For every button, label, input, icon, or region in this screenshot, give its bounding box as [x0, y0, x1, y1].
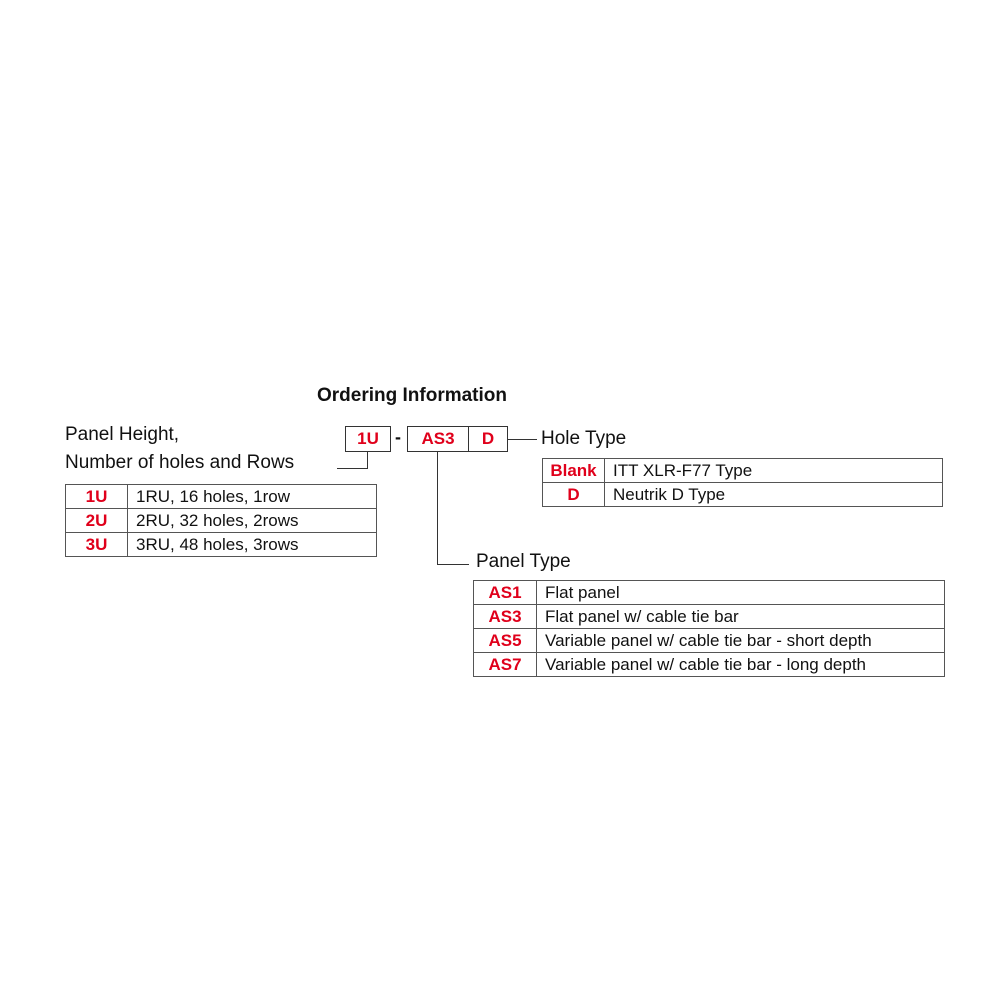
connector-hole-horizontal	[508, 439, 537, 440]
table-row	[66, 533, 377, 557]
panel-height-sublabel: Number of holes and Rows	[65, 452, 295, 473]
table-row	[66, 485, 377, 509]
table-row	[543, 483, 943, 507]
option-code: Blank	[543, 459, 605, 483]
option-desc: 3RU, 48 holes, 3rows	[128, 533, 377, 557]
panel-height-table	[65, 484, 377, 557]
table-row	[66, 509, 377, 533]
option-desc: Variable panel w/ cable tie bar - long depth	[537, 653, 945, 677]
diagram-title: Ordering Information	[317, 385, 507, 406]
option-code: AS3	[474, 605, 537, 629]
code-box-panel: AS3	[407, 426, 469, 452]
option-desc: 2RU, 32 holes, 2rows	[128, 509, 377, 533]
hole-type-table	[542, 458, 943, 507]
hole-type-label: Hole Type	[541, 428, 627, 449]
option-desc: ITT XLR-F77 Type	[605, 459, 943, 483]
option-code: AS1	[474, 581, 537, 605]
option-desc: Flat panel	[537, 581, 945, 605]
table-row	[474, 629, 945, 653]
code-separator: -	[395, 427, 401, 447]
option-code: AS7	[474, 653, 537, 677]
code-box-height: 1U	[345, 426, 391, 452]
panel-type-label: Panel Type	[476, 551, 571, 572]
panel-height-label: Panel Height,	[65, 424, 180, 445]
option-desc: Neutrik D Type	[605, 483, 943, 507]
table-row	[474, 581, 945, 605]
panel-type-table	[473, 580, 945, 677]
option-desc: Flat panel w/ cable tie bar	[537, 605, 945, 629]
connector-panel-vertical	[437, 452, 438, 565]
connector-height-vertical	[367, 452, 368, 469]
code-box-hole: D	[468, 426, 508, 452]
option-code: 2U	[66, 509, 128, 533]
option-code: D	[543, 483, 605, 507]
table-row	[543, 459, 943, 483]
connector-panel-horizontal	[437, 564, 469, 565]
table-row	[474, 653, 945, 677]
option-desc: 1RU, 16 holes, 1row	[128, 485, 377, 509]
option-code: 3U	[66, 533, 128, 557]
option-code: 1U	[66, 485, 128, 509]
connector-height-horizontal	[337, 468, 368, 469]
option-code: AS5	[474, 629, 537, 653]
option-desc: Variable panel w/ cable tie bar - short depth	[537, 629, 945, 653]
table-row	[474, 605, 945, 629]
